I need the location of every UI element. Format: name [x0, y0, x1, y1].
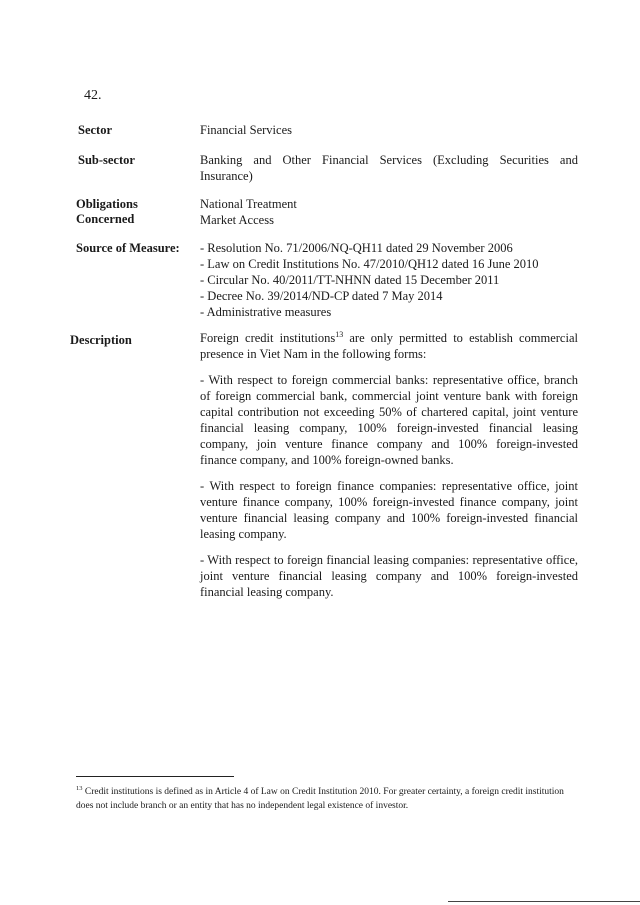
sector-label: Sector — [78, 123, 113, 137]
obligations-label — [76, 197, 138, 227]
description-paragraph: - With respect to foreign commercial banks: representative office, branch of foreign commercial bank, commercial joint venture bank with foreign capital contribution not exceeding 50% of chartered capital, joint venture financial leasing company, 100% foreign-invested financial leasing company, join venture finance company and 100% foreign-invested finance company, and 100% foreign-owned banks. — [200, 373, 578, 467]
description-intro — [200, 330, 578, 362]
page-bottom-rule — [448, 901, 640, 902]
page-number: 42. — [84, 88, 102, 103]
description-intro-text: are only permitted to establish commercial presence in Viet Nam in the following forms: — [200, 331, 578, 361]
footnote-reference: 13 — [335, 329, 344, 339]
source-item: - Law on Credit Institutions No. 47/2010/QH12 dated 16 June 2010 — [200, 257, 539, 271]
description-paragraph: - With respect to foreign finance companies: representative office, joint venture finance company, 100% foreign-invested finance company, joint venture financial leasing company and 100% foreign-invested financial leasing company. — [200, 479, 578, 541]
obligation-item: Market Access — [200, 213, 274, 227]
sector-value: Financial Services — [200, 123, 292, 137]
source-item: - Decree No. 39/2014/ND-CP dated 7 May 2014 — [200, 289, 443, 303]
source-item: - Resolution No. 71/2006/NQ-QH11 dated 29 November 2006 — [200, 241, 513, 255]
source-item: - Circular No. 40/2011/TT-NHNN dated 15 December 2011 — [200, 273, 500, 287]
sub-sector-value: Banking and Other Financial Services (Excluding Securities and Insurance) — [200, 153, 578, 183]
source-item: - Administrative measures — [200, 305, 332, 319]
footnote-mark: 13 — [76, 784, 83, 792]
source-label: Source of Measure: — [76, 241, 180, 255]
description-value — [200, 330, 578, 600]
obligations-value — [200, 196, 578, 228]
obligations-label-line: Concerned — [76, 212, 135, 226]
footnote-rule — [76, 776, 234, 777]
obligation-item: National Treatment — [200, 197, 297, 211]
footnote — [76, 785, 566, 813]
sub-sector-label: Sub-sector — [78, 153, 135, 167]
description-paragraph: - With respect to foreign financial leasing companies: representative office, joint venture financial leasing company and 100% foreign-invested financial leasing company. — [200, 553, 578, 599]
description-label: Description — [70, 333, 132, 347]
source-value — [200, 240, 578, 320]
description-intro-text: Foreign credit institutions — [200, 331, 336, 345]
footnote-text: Credit institutions is defined as in Article 4 of Law on Credit Institution 2010. For greater certainty, a foreign credit institution does not include branch or an entity that has no independent legal existence of investor. — [76, 787, 564, 811]
obligations-label-line: Obligations — [76, 197, 138, 211]
